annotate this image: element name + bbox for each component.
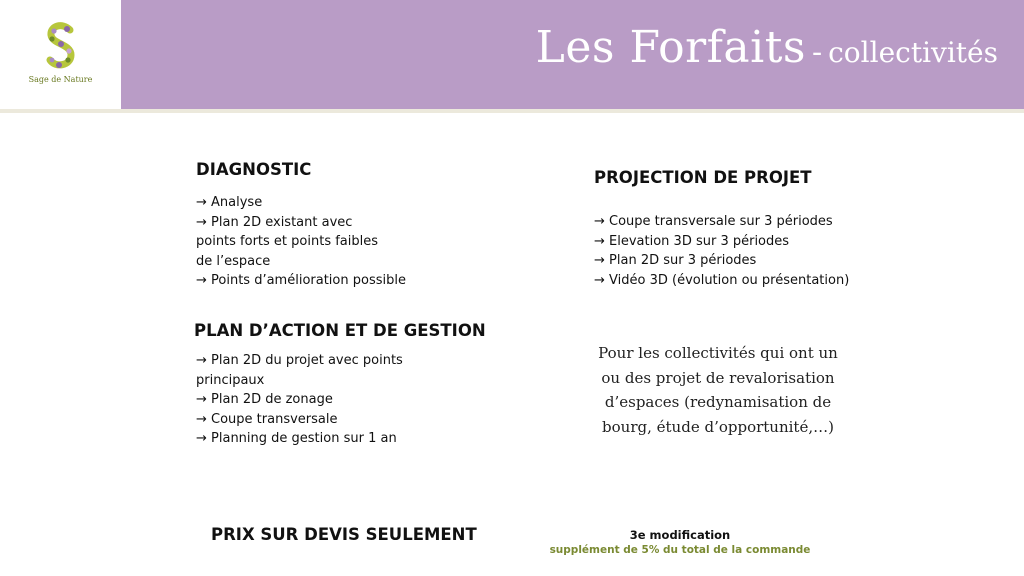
modification-title: 3e modification: [629, 528, 731, 542]
title-main: Les Forfaits: [535, 22, 806, 73]
list-item: principaux: [196, 372, 265, 388]
diagnostic-list: [196, 193, 406, 291]
title-separator: -: [811, 35, 823, 70]
title-sub: collectivités: [828, 36, 998, 69]
list-item: → Points d’amélioration possible: [196, 273, 406, 288]
list-item: → Planning de gestion sur 1 an: [196, 431, 397, 446]
header-banner: [121, 0, 1024, 109]
note-line: bourg, étude d’opportunité,…): [602, 417, 834, 436]
note-line: ou des projet de revalorisation: [601, 368, 835, 387]
list-item: → Coupe transversale sur 3 périodes: [594, 214, 833, 229]
plan-action-title: PLAN D’ACTION ET DE GESTION: [194, 321, 486, 340]
projection-list: [594, 212, 849, 290]
list-item: points forts et points faibles: [196, 234, 379, 249]
list-item: → Vidéo 3D (évolution ou présentation): [594, 272, 850, 288]
list-item: → Plan 2D de zonage: [196, 392, 333, 407]
page-title: [536, 22, 998, 73]
list-item: → Plan 2D existant avec: [196, 214, 353, 230]
list-item: → Coupe transversale: [196, 411, 338, 427]
list-item: → Plan 2D du projet avec points: [196, 353, 403, 368]
plan-action-list: [196, 351, 403, 449]
logo-text: Sage de Nature: [28, 75, 93, 84]
list-item: de l’espace: [196, 253, 271, 269]
logo: [0, 0, 121, 109]
note-line: Pour les collectivités qui ont un: [598, 344, 838, 362]
floral-s-logo-icon: [44, 22, 78, 70]
header-divider: [0, 109, 1024, 113]
list-item: → Analyse: [196, 195, 263, 210]
note-line: d’espaces (redynamisation de: [604, 393, 832, 411]
modification-detail: supplément de 5% du total de la commande: [549, 544, 811, 556]
list-item: → Plan 2D sur 3 périodes: [594, 253, 757, 268]
price-label: PRIX SUR DEVIS SEULEMENT: [211, 525, 477, 544]
projection-title: PROJECTION DE PROJET: [594, 168, 812, 187]
list-item: → Elevation 3D sur 3 périodes: [594, 233, 790, 249]
diagnostic-title: DIAGNOSTIC: [196, 160, 312, 179]
collectivites-note: [593, 341, 843, 439]
